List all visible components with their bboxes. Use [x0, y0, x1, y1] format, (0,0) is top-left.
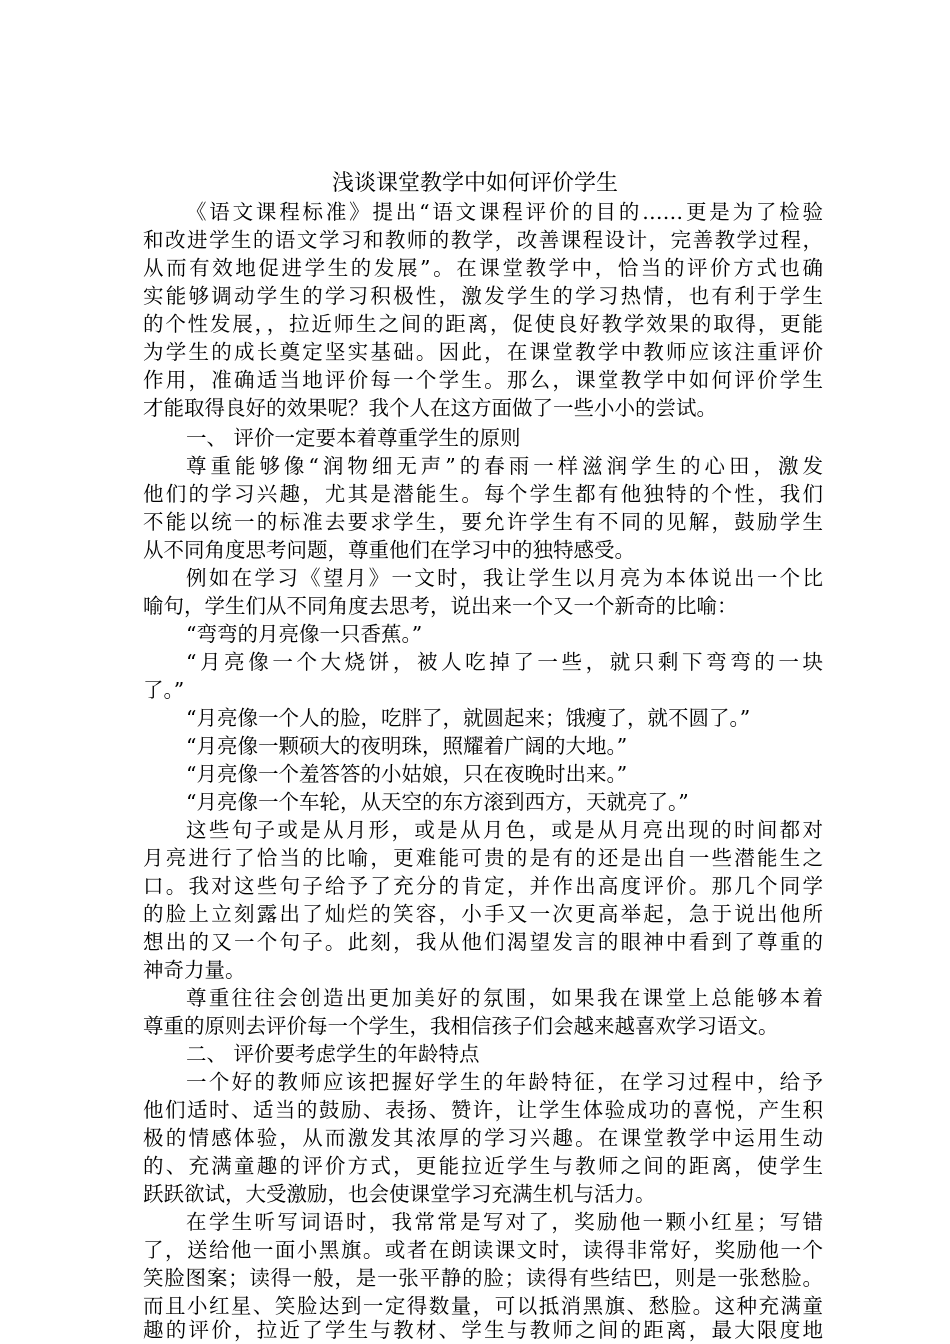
body-line: 而且小红星、笑脸达到一定得数量，可以抵消黑旗、愁脸。这种充满童: [143, 1294, 823, 1318]
body-line: 喻句，学生们从不同角度去思考，说出来一个又一个新奇的比喻：: [143, 594, 738, 618]
body-line: 不能以统一的标准去要求学生，要允许学生有不同的见解，鼓励学生: [143, 510, 823, 534]
body-line: 尊重能够像“润物细无声”的春雨一样滋润学生的心田，激发: [186, 454, 823, 478]
body-line: 例如在学习《望月》一文时，我让学生以月亮为本体说出一个比: [186, 566, 823, 590]
body-line: 在学生听写词语时，我常常是写对了，奖励他一颗小红星；写错: [186, 1210, 823, 1234]
body-line: 神奇力量。: [143, 958, 246, 982]
document-title: 浅谈课堂教学中如何评价学生: [331, 171, 618, 196]
body-line: 尊重的原则去评价每一个学生，我相信孩子们会越来越喜欢学习语文。: [143, 1014, 779, 1038]
body-line: 极的情感体验，从而激发其浓厚的学习兴趣。在课堂教学中运用生动: [143, 1126, 823, 1150]
body-line: 从不同角度思考问题，尊重他们在学习中的独特感受。: [143, 538, 635, 562]
body-line: 尊重往往会创造出更加美好的氛围，如果我在课堂上总能够本着: [186, 986, 823, 1010]
body-line: 《语文课程标准》提出“语文课程评价的目的……更是为了检验: [186, 200, 823, 224]
body-line: 一个好的教师应该把握好学生的年龄特征，在学习过程中，给予: [186, 1070, 823, 1094]
body-line: 了，送给他一面小黑旗。或者在朗读课文时，读得非常好，奖励他一个: [143, 1238, 823, 1262]
body-line: 口。我对这些句子给予了充分的肯定，并作出高度评价。那几个同学: [143, 874, 823, 898]
quote-line: “月亮像一个羞答答的小姑娘，只在夜晚时出来。”: [186, 762, 628, 786]
quote-line: “弯弯的月亮像一只香蕉。”: [186, 622, 423, 646]
body-line: 趣的评价，拉近了学生与教材、学生与教师之间的距离，最大限度地: [143, 1318, 823, 1342]
body-line: 跃跃欲试，大受激励，也会使课堂学习充满生机与活力。: [143, 1182, 656, 1206]
quote-line: “月亮像一个车轮，从天空的东方滚到西方，天就亮了。”: [186, 790, 689, 814]
quote-line: “月亮像一颗硕大的夜明珠，照耀着广阔的大地。”: [186, 734, 628, 758]
body-line: 的脸上立刻露出了灿烂的笑容，小手又一次更高举起，急于说出他所: [143, 902, 823, 926]
body-line: 为学生的成长奠定坚实基础。因此，在课堂教学中教师应该注重评价: [143, 340, 823, 364]
body-line: 和改进学生的语文学习和教师的教学，改善课程设计，完善教学过程，: [143, 228, 823, 252]
body-line: 作用，准确适当地评价每一个学生。那么，课堂教学中如何评价学生: [143, 368, 823, 392]
body-line: 他们的学习兴趣，尤其是潜能生。每个学生都有他独特的个性，我们: [143, 482, 823, 506]
body-line: 月亮进行了恰当的比喻，更难能可贵的是有的还是出自一些潜能生之: [143, 846, 823, 870]
body-line: 从而有效地促进学生的发展”。在课堂教学中，恰当的评价方式也确: [143, 256, 823, 280]
body-line: 想出的又一个句子。此刻，我从他们渴望发言的眼神中看到了尊重的: [143, 930, 823, 954]
body-line: 他们适时、适当的鼓励、表扬、赞许，让学生体验成功的喜悦，产生积: [143, 1098, 823, 1122]
body-line: 这些句子或是从月形，或是从月色，或是从月亮出现的时间都对: [186, 818, 823, 842]
quote-line: 了。”: [143, 678, 185, 702]
body-line: 实能够调动学生的学习积极性，激发学生的学习热情，也有利于学生: [143, 284, 823, 308]
section-heading-2: 二、 评价要考虑学生的年龄特点: [186, 1042, 480, 1066]
body-line: 的、充满童趣的评价方式，更能拉近学生与教师之间的距离，使学生: [143, 1154, 823, 1178]
quote-line: “月亮像一个大烧饼，被人吃掉了一些，就只剩下弯弯的一块: [186, 650, 823, 674]
body-line: 笑脸图案；读得一般，是一张平静的脸；读得有些结巴，则是一张愁脸。: [143, 1266, 823, 1290]
body-line: 才能取得良好的效果呢？我个人在这方面做了一些小小的尝试。: [143, 396, 717, 420]
body-line: 的个性发展，，拉近师生之间的距离，促使良好教学效果的取得，更能: [143, 312, 823, 336]
section-heading-1: 一、 评价一定要本着尊重学生的原则: [186, 426, 521, 450]
quote-line: “月亮像一个人的脸，吃胖了，就圆起来；饿瘦了，就不圆了。”: [186, 706, 751, 730]
